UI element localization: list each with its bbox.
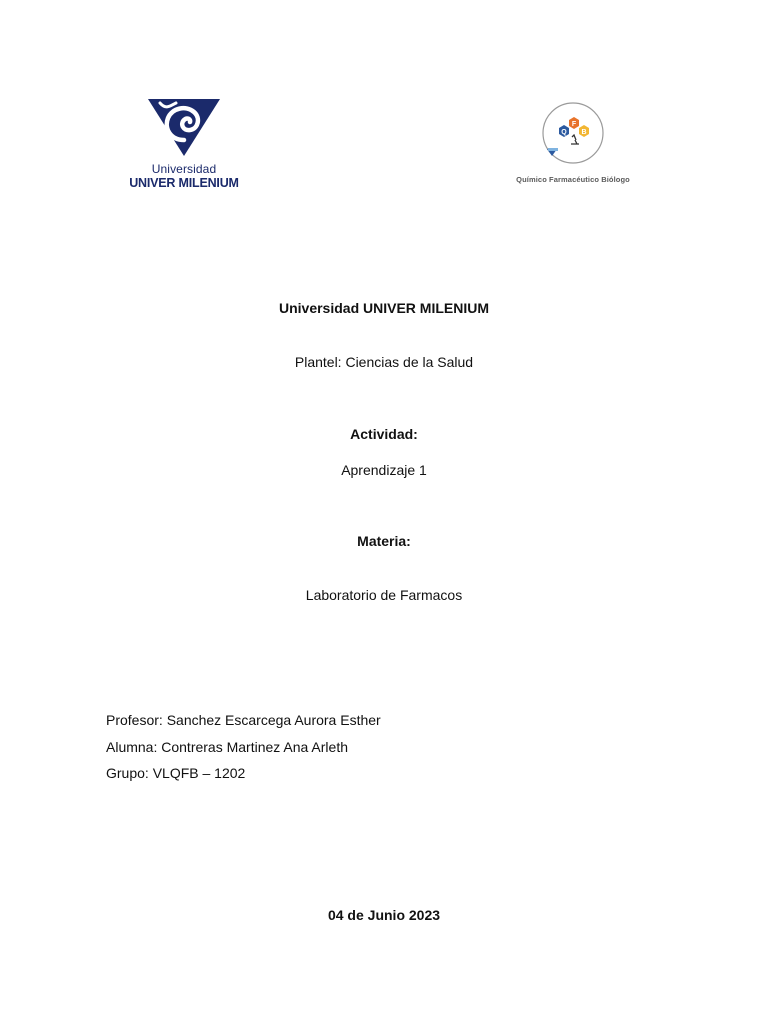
subject-label: Materia: [357, 533, 411, 549]
logo-text-universidad: Universidad [151, 162, 217, 176]
date-line: 04 de Junio 2023 [327, 907, 441, 923]
activity-label: Actividad: [350, 426, 418, 442]
campus-line: Plantel: Ciencias de la Salud [294, 354, 474, 370]
activity-value: Aprendizaje 1 [341, 462, 427, 478]
svg-text:Q: Q [561, 129, 567, 136]
student-line: Alumna: Contreras Martinez Ana Arleth [106, 739, 349, 755]
subject-value: Laboratorio de Farmacos [305, 587, 463, 603]
logo-text-univer-milenium: UNIVER MILENIUM [129, 176, 239, 190]
univer-spiral-emblem-icon [146, 96, 222, 158]
professor-line: Profesor: Sanchez Escarcega Aurora Esther [106, 712, 381, 728]
svg-text:B: B [581, 129, 587, 136]
univer-milenium-logo [118, 96, 250, 196]
qfb-logo [506, 100, 640, 190]
group-line: Grupo: VLQFB – 1202 [106, 765, 246, 781]
qfb-caption: Químico Farmacéutico Biólogo [516, 175, 630, 184]
svg-text:F: F [571, 121, 577, 128]
institution-title: Universidad UNIVER MILENIUM [278, 300, 490, 316]
qfb-hexagon-emblem-icon [541, 100, 605, 168]
